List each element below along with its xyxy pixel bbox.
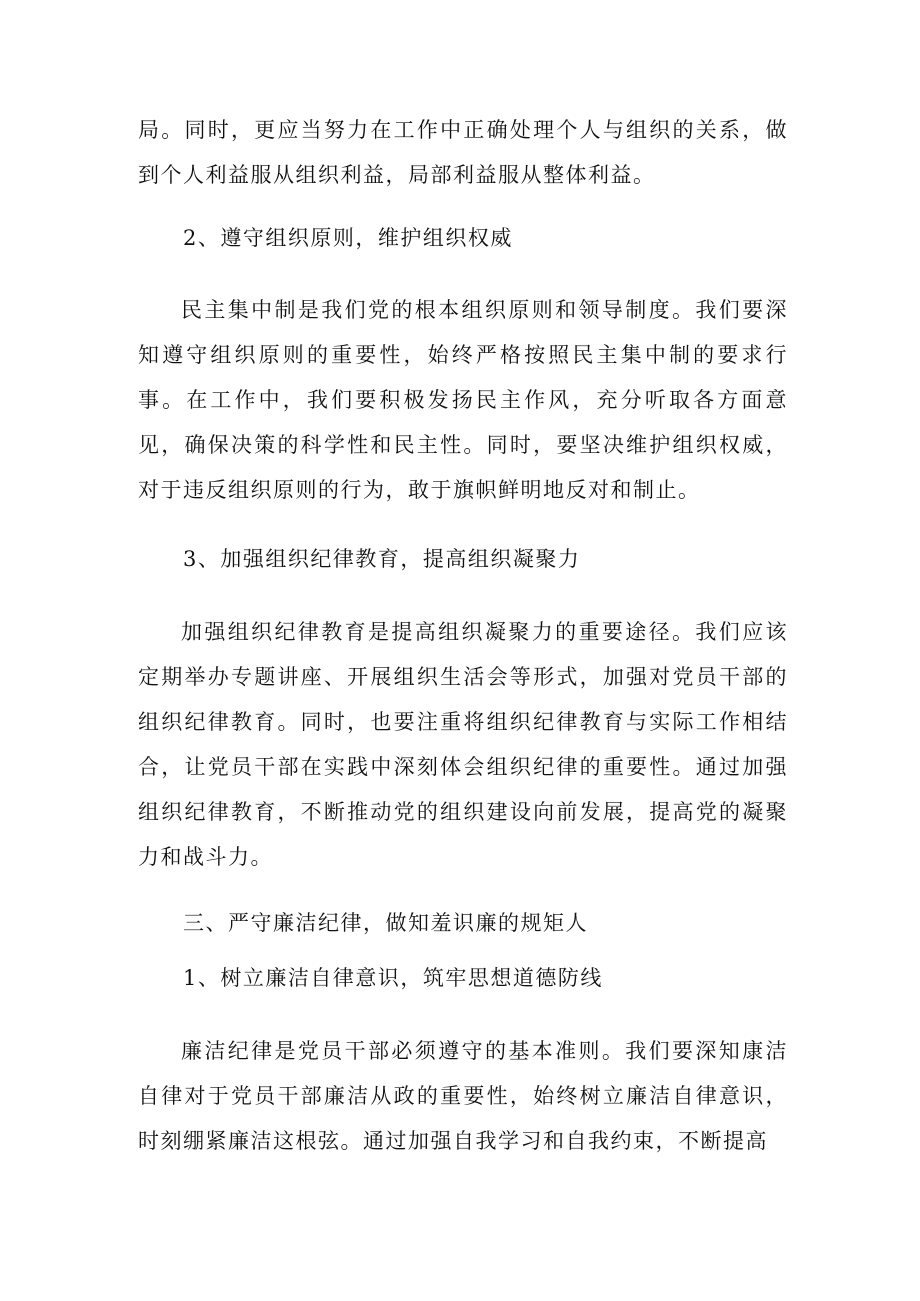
- paragraph-integrity-discipline: 廉洁纪律是党员干部必须遵守的基本准则。我们要深知康洁自律对于党员干部廉洁从政的重要性，始终树立廉洁自律意识，时刻绷紧廉洁这根弦。通过加强自我学习和自我约束，不断提高: [138, 1039, 788, 1153]
- subheading-3-1: 1、树立廉洁自律意识，筑牢思想道德防线: [183, 966, 603, 990]
- subheading-2: 2、遵守组织原则，维护组织权威: [183, 226, 513, 250]
- paragraph-continuation: 局。同时，更应当努力在工作中正确处理个人与组织的关系，做到个人利益服从组织利益，局部利益服从整体利益。: [138, 118, 788, 187]
- section-heading-3: 三、严守廉洁纪律，做知羞识廉的规矩人: [183, 911, 588, 935]
- paragraph-organization-principle: 民主集中制是我们党的根本组织原则和领导制度。我们要深知遵守组织原则的重要性，始终严格按照民主集中制的要求行事。在工作中，我们要积极发扬民主作风，充分听取各方面意见，确保决策的科学性和民主性。同时，要坚决维护组织权威，对于违反组织原则的行为，敢于旗帜鲜明地反对和制止。: [138, 298, 788, 502]
- subheading-3: 3、加强组织纪律教育，提高组织凝聚力: [183, 547, 581, 571]
- paragraph-discipline-education: 加强组织纪律教育是提高组织凝聚力的重要途径。我们应该定期举办专题讲座、开展组织生活会等形式，加强对党员干部的组织纪律教育。同时，也要注重将组织纪律教育与实际工作相结合，让党员干部在实践中深刻体会组织纪律的重要性。通过加强组织纪律教育，不断推动党的组织建设向前发展，提高党的凝聚力和战斗力。: [138, 620, 788, 869]
